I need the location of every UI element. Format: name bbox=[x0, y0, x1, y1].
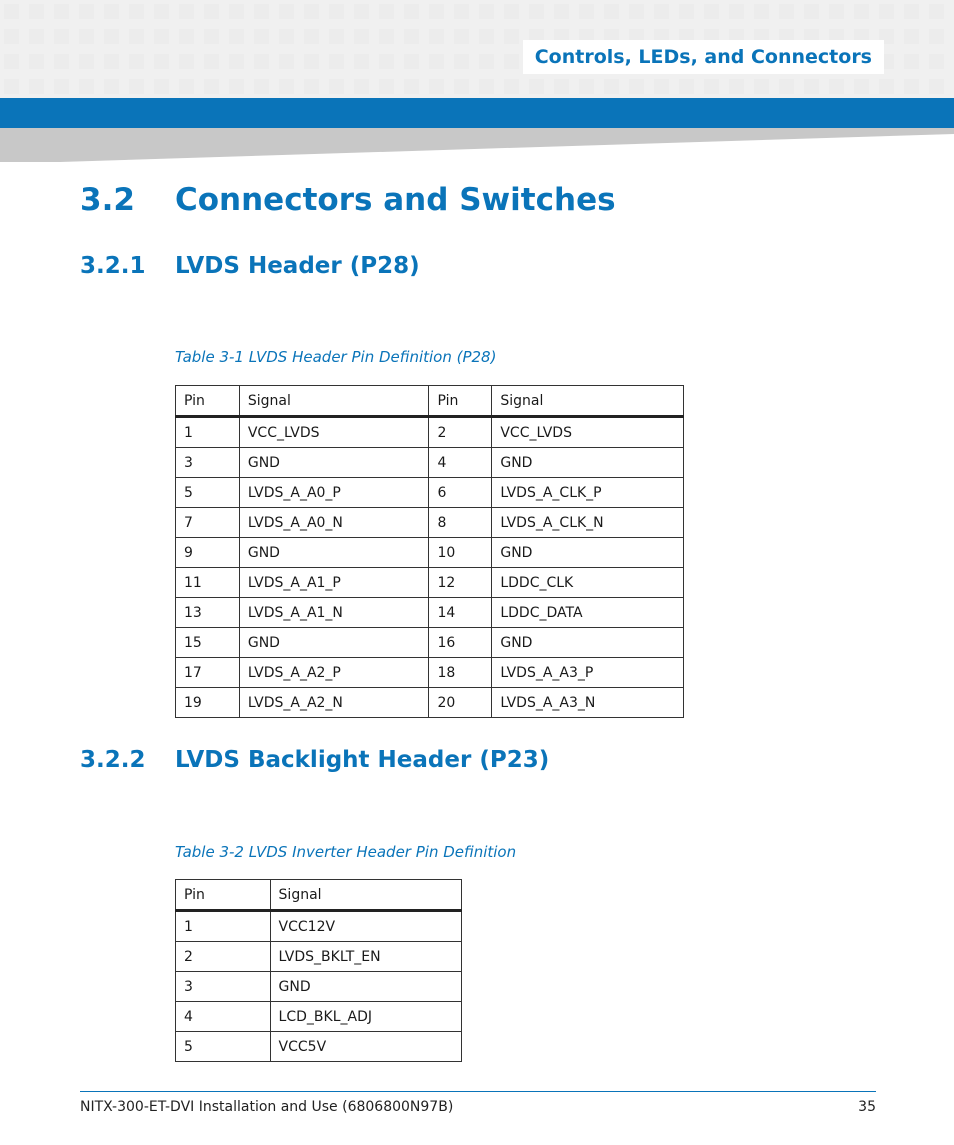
pattern-square bbox=[929, 29, 944, 44]
pattern-square bbox=[79, 29, 94, 44]
table-cell: GND bbox=[492, 628, 684, 658]
table1-caption: Table 3-1 LVDS Header Pin Definition (P28) bbox=[175, 348, 497, 366]
table-row bbox=[176, 417, 684, 448]
subsection-title: LVDS Backlight Header (P23) bbox=[175, 747, 550, 773]
pattern-square bbox=[654, 4, 669, 19]
footer-document-title: NITX-300-ET-DVI Installation and Use (6806800N97B) bbox=[80, 1099, 454, 1115]
pattern-square bbox=[129, 4, 144, 19]
table-cell: LDDC_DATA bbox=[492, 598, 684, 628]
pattern-square bbox=[54, 79, 69, 94]
pattern-square bbox=[79, 4, 94, 19]
table-cell: LVDS_A_CLK_N bbox=[492, 508, 684, 538]
column-header: Pin bbox=[176, 880, 271, 911]
pattern-square bbox=[779, 79, 794, 94]
lvds-inverter-pin-table bbox=[175, 879, 462, 1062]
pattern-square bbox=[454, 4, 469, 19]
table-row bbox=[176, 448, 684, 478]
table-row bbox=[176, 1032, 462, 1062]
table-cell: 5 bbox=[176, 478, 240, 508]
table-cell: 1 bbox=[176, 911, 271, 942]
table-row bbox=[176, 598, 684, 628]
table-row bbox=[176, 538, 684, 568]
table-cell: 3 bbox=[176, 972, 271, 1002]
pattern-square bbox=[879, 79, 894, 94]
pattern-square bbox=[829, 4, 844, 19]
pattern-square bbox=[4, 4, 19, 19]
pattern-square bbox=[604, 79, 619, 94]
pattern-square bbox=[354, 54, 369, 69]
section-number: 3.2 bbox=[80, 182, 135, 218]
pattern-square bbox=[429, 54, 444, 69]
lvds-header-pin-table bbox=[175, 385, 684, 718]
table-cell: 2 bbox=[429, 417, 492, 448]
table-cell: LVDS_BKLT_EN bbox=[270, 942, 461, 972]
pattern-square bbox=[429, 79, 444, 94]
table-cell: LVDS_A_A1_N bbox=[239, 598, 429, 628]
table-cell: GND bbox=[239, 448, 429, 478]
pattern-square bbox=[254, 4, 269, 19]
table-cell: VCC5V bbox=[270, 1032, 461, 1062]
pattern-square bbox=[854, 4, 869, 19]
table-row bbox=[176, 568, 684, 598]
section-heading bbox=[80, 182, 616, 218]
pattern-square bbox=[354, 29, 369, 44]
pattern-square bbox=[729, 79, 744, 94]
subsection-heading-lvds-header bbox=[80, 253, 420, 279]
page-number: 35 bbox=[858, 1099, 876, 1115]
pattern-square bbox=[454, 79, 469, 94]
table-row bbox=[176, 628, 684, 658]
pattern-square bbox=[704, 79, 719, 94]
column-header: Signal bbox=[239, 386, 429, 417]
pattern-square bbox=[279, 29, 294, 44]
footer-divider bbox=[80, 1091, 876, 1092]
table-cell: GND bbox=[270, 972, 461, 1002]
pattern-square bbox=[904, 79, 919, 94]
pattern-square bbox=[579, 79, 594, 94]
table-cell: 15 bbox=[176, 628, 240, 658]
pattern-square bbox=[929, 54, 944, 69]
pattern-square bbox=[29, 79, 44, 94]
table-row bbox=[176, 911, 462, 942]
pattern-square bbox=[54, 54, 69, 69]
pattern-square bbox=[304, 79, 319, 94]
pattern-square bbox=[154, 54, 169, 69]
pattern-square bbox=[804, 79, 819, 94]
table-header-row bbox=[176, 880, 462, 911]
table-cell: GND bbox=[239, 628, 429, 658]
table-cell: LVDS_A_A0_P bbox=[239, 478, 429, 508]
pattern-square bbox=[329, 79, 344, 94]
pattern-square bbox=[129, 79, 144, 94]
table-cell: VCC_LVDS bbox=[492, 417, 684, 448]
table-cell: GND bbox=[492, 448, 684, 478]
table-cell: 18 bbox=[429, 658, 492, 688]
pattern-square bbox=[404, 79, 419, 94]
table-cell: 10 bbox=[429, 538, 492, 568]
pattern-square bbox=[129, 29, 144, 44]
pattern-square bbox=[179, 4, 194, 19]
pattern-square bbox=[29, 29, 44, 44]
pattern-square bbox=[429, 29, 444, 44]
pattern-square bbox=[829, 79, 844, 94]
table-cell: 8 bbox=[429, 508, 492, 538]
pattern-square bbox=[404, 4, 419, 19]
table-cell: 6 bbox=[429, 478, 492, 508]
pattern-square bbox=[4, 79, 19, 94]
pattern-square bbox=[929, 4, 944, 19]
pattern-square bbox=[379, 4, 394, 19]
subsection-heading-backlight-header bbox=[80, 747, 549, 773]
pattern-square bbox=[279, 54, 294, 69]
pattern-square bbox=[329, 29, 344, 44]
table-cell: 5 bbox=[176, 1032, 271, 1062]
table-cell: 2 bbox=[176, 942, 271, 972]
pattern-square bbox=[479, 4, 494, 19]
pattern-square bbox=[604, 4, 619, 19]
pattern-square bbox=[679, 4, 694, 19]
pattern-square bbox=[529, 4, 544, 19]
pattern-square bbox=[229, 54, 244, 69]
pattern-square bbox=[904, 54, 919, 69]
pattern-square bbox=[379, 54, 394, 69]
pattern-square bbox=[204, 4, 219, 19]
pattern-square bbox=[104, 54, 119, 69]
pattern-square bbox=[929, 79, 944, 94]
table-cell: 20 bbox=[429, 688, 492, 718]
pattern-square bbox=[79, 79, 94, 94]
pattern-square bbox=[279, 4, 294, 19]
pattern-square bbox=[179, 54, 194, 69]
pattern-square bbox=[904, 29, 919, 44]
pattern-square bbox=[204, 29, 219, 44]
table-cell: LCD_BKL_ADJ bbox=[270, 1002, 461, 1032]
column-header: Signal bbox=[270, 880, 461, 911]
pattern-square bbox=[629, 79, 644, 94]
table-cell: 17 bbox=[176, 658, 240, 688]
pattern-square bbox=[504, 29, 519, 44]
pattern-square bbox=[504, 79, 519, 94]
pattern-square bbox=[254, 29, 269, 44]
header-blue-bar bbox=[0, 98, 954, 128]
pattern-square bbox=[404, 54, 419, 69]
pattern-square bbox=[54, 4, 69, 19]
pattern-square bbox=[4, 29, 19, 44]
table-cell: VCC_LVDS bbox=[239, 417, 429, 448]
pattern-square bbox=[654, 79, 669, 94]
pattern-square bbox=[329, 54, 344, 69]
column-header: Pin bbox=[176, 386, 240, 417]
table-cell: LVDS_A_A2_N bbox=[239, 688, 429, 718]
table-cell: LVDS_A_A1_P bbox=[239, 568, 429, 598]
table-cell: 3 bbox=[176, 448, 240, 478]
table-row bbox=[176, 658, 684, 688]
pattern-square bbox=[104, 79, 119, 94]
pattern-square bbox=[304, 4, 319, 19]
pattern-square bbox=[454, 54, 469, 69]
pattern-square bbox=[4, 54, 19, 69]
section-title: Connectors and Switches bbox=[175, 182, 616, 218]
pattern-square bbox=[179, 29, 194, 44]
pattern-square bbox=[54, 29, 69, 44]
header-grey-wedge bbox=[0, 128, 954, 164]
table-row bbox=[176, 688, 684, 718]
table-cell: 1 bbox=[176, 417, 240, 448]
pattern-square bbox=[279, 79, 294, 94]
pattern-square bbox=[479, 79, 494, 94]
table2-caption: Table 3-2 LVDS Inverter Header Pin Definition bbox=[175, 843, 517, 861]
table-cell: LVDS_A_A0_N bbox=[239, 508, 429, 538]
running-header-title: Controls, LEDs, and Connectors bbox=[534, 46, 872, 68]
pattern-square bbox=[504, 54, 519, 69]
pattern-square bbox=[29, 4, 44, 19]
table-row bbox=[176, 972, 462, 1002]
table-cell: 19 bbox=[176, 688, 240, 718]
pattern-square bbox=[229, 79, 244, 94]
pattern-square bbox=[304, 54, 319, 69]
table-cell: LVDS_A_A3_N bbox=[492, 688, 684, 718]
subsection-number: 3.2.2 bbox=[80, 747, 146, 773]
pattern-square bbox=[204, 54, 219, 69]
table-row bbox=[176, 508, 684, 538]
table-cell: 12 bbox=[429, 568, 492, 598]
pattern-square bbox=[154, 79, 169, 94]
pattern-square bbox=[104, 4, 119, 19]
table-row bbox=[176, 942, 462, 972]
pattern-square bbox=[554, 4, 569, 19]
table-cell: LDDC_CLK bbox=[492, 568, 684, 598]
pattern-square bbox=[379, 29, 394, 44]
column-header: Pin bbox=[429, 386, 492, 417]
pattern-square bbox=[379, 79, 394, 94]
table-cell: 16 bbox=[429, 628, 492, 658]
pattern-square bbox=[754, 79, 769, 94]
table-cell: GND bbox=[239, 538, 429, 568]
pattern-square bbox=[304, 29, 319, 44]
pattern-square bbox=[479, 29, 494, 44]
subsection-number: 3.2.1 bbox=[80, 253, 146, 279]
pattern-square bbox=[804, 4, 819, 19]
pattern-square bbox=[854, 79, 869, 94]
pattern-square bbox=[529, 79, 544, 94]
table-row bbox=[176, 478, 684, 508]
pattern-square bbox=[429, 4, 444, 19]
pattern-square bbox=[329, 4, 344, 19]
pattern-square bbox=[879, 4, 894, 19]
header-title-box bbox=[523, 40, 884, 74]
table-cell: 9 bbox=[176, 538, 240, 568]
pattern-square bbox=[554, 79, 569, 94]
pattern-square bbox=[454, 29, 469, 44]
table-cell: 4 bbox=[429, 448, 492, 478]
pattern-square bbox=[254, 54, 269, 69]
table-cell: 7 bbox=[176, 508, 240, 538]
subsection-title: LVDS Header (P28) bbox=[175, 253, 420, 279]
pattern-square bbox=[704, 4, 719, 19]
table-cell: LVDS_A_A2_P bbox=[239, 658, 429, 688]
pattern-square bbox=[129, 54, 144, 69]
table-cell: LVDS_A_A3_P bbox=[492, 658, 684, 688]
pattern-square bbox=[104, 29, 119, 44]
pattern-square bbox=[504, 4, 519, 19]
pattern-square bbox=[29, 54, 44, 69]
pattern-square bbox=[154, 29, 169, 44]
pattern-square bbox=[254, 79, 269, 94]
pattern-square bbox=[754, 4, 769, 19]
table-header-row bbox=[176, 386, 684, 417]
pattern-square bbox=[229, 29, 244, 44]
pattern-square bbox=[629, 4, 644, 19]
pattern-square bbox=[404, 29, 419, 44]
table-cell: VCC12V bbox=[270, 911, 461, 942]
pattern-square bbox=[154, 4, 169, 19]
pattern-square bbox=[179, 79, 194, 94]
pattern-square bbox=[679, 79, 694, 94]
table-row bbox=[176, 1002, 462, 1032]
pattern-square bbox=[79, 54, 94, 69]
table-cell: 13 bbox=[176, 598, 240, 628]
table-cell: LVDS_A_CLK_P bbox=[492, 478, 684, 508]
column-header: Signal bbox=[492, 386, 684, 417]
pattern-square bbox=[204, 79, 219, 94]
table-cell: GND bbox=[492, 538, 684, 568]
table-cell: 14 bbox=[429, 598, 492, 628]
pattern-square bbox=[579, 4, 594, 19]
pattern-square bbox=[479, 54, 494, 69]
pattern-square bbox=[729, 4, 744, 19]
pattern-square bbox=[779, 4, 794, 19]
pattern-square bbox=[354, 79, 369, 94]
pattern-square bbox=[229, 4, 244, 19]
table-cell: 4 bbox=[176, 1002, 271, 1032]
pattern-square bbox=[904, 4, 919, 19]
pattern-square bbox=[354, 4, 369, 19]
table-cell: 11 bbox=[176, 568, 240, 598]
